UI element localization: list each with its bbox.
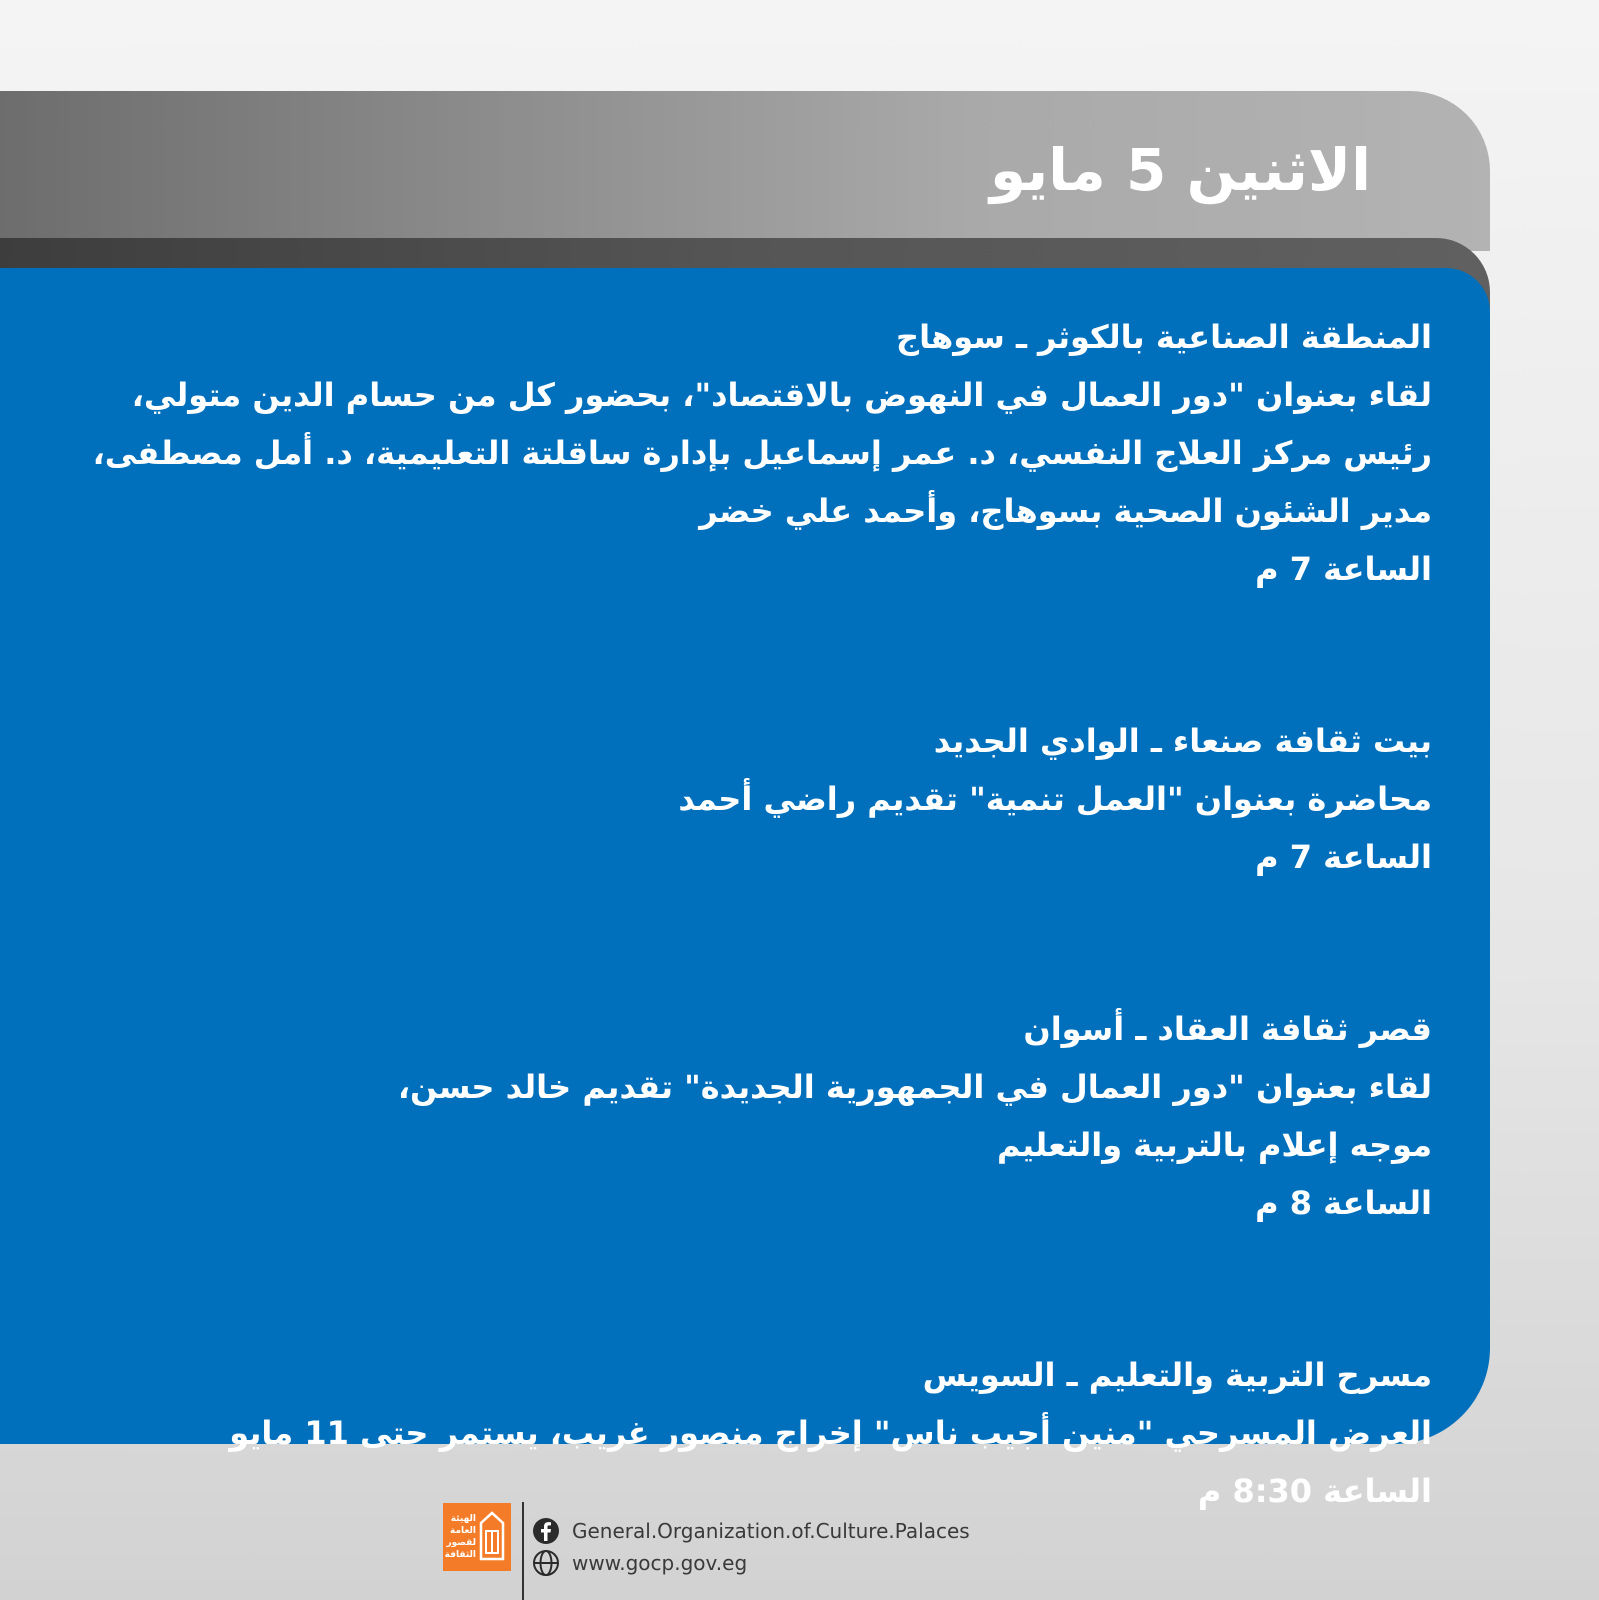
footer-divider bbox=[522, 1502, 524, 1600]
event-2-venue: بيت ثقافة صنعاء ـ الوادي الجديد bbox=[933, 722, 1432, 760]
event-2-time: الساعة 7 م bbox=[1255, 838, 1432, 876]
footer bbox=[440, 1500, 970, 1600]
globe-icon bbox=[532, 1549, 560, 1577]
website-url: www.gocp.gov.eg bbox=[572, 1551, 748, 1575]
event-3-time: الساعة 8 م bbox=[1255, 1184, 1432, 1222]
event-3-venue: قصر ثقافة العقاد ـ أسوان bbox=[1023, 1010, 1432, 1048]
event-4-time: الساعة 8:30 م bbox=[1197, 1472, 1432, 1510]
event-3-line-3: موجه إعلام بالتربية والتعليم bbox=[996, 1126, 1432, 1164]
event-3-line-2: لقاء بعنوان "دور العمال في الجمهورية الجديدة" تقديم خالد حسن، bbox=[397, 1068, 1432, 1106]
website-link[interactable] bbox=[532, 1548, 747, 1578]
event-1-line-3: رئيس مركز العلاج النفسي، د. عمر إسماعيل بإدارة ساقلتة التعليمية، د. أمل مصطفى، bbox=[92, 434, 1432, 472]
logo-text: الهيئة العامة لقصور الثقافة bbox=[444, 1514, 476, 1560]
schedule-content bbox=[92, 308, 1432, 1520]
event-1-line-2: لقاء بعنوان "دور العمال في النهوض بالاقتصاد"، بحضور كل من حسام الدين متولي، bbox=[131, 376, 1432, 414]
facebook-icon bbox=[532, 1517, 560, 1545]
event-1-time: الساعة 7 م bbox=[1255, 550, 1432, 588]
gocp-logo-icon bbox=[443, 1503, 511, 1571]
event-2 bbox=[112, 712, 1432, 886]
page-title: الاثنين 5 مايو bbox=[990, 136, 1371, 204]
facebook-handle: General.Organization.of.Culture.Palaces bbox=[572, 1519, 970, 1543]
logo-mark-icon bbox=[477, 1509, 507, 1565]
event-4-line-2: العرض المسرحي "منين أجيب ناس" إخراج منصور غريب، يستمر حتى 11 مايو bbox=[229, 1414, 1432, 1452]
event-3 bbox=[112, 1000, 1432, 1232]
event-1-venue: المنطقة الصناعية بالكوثر ـ سوهاج bbox=[896, 318, 1432, 356]
event-1-line-4: مدير الشئون الصحية بسوهاج، وأحمد علي خضر bbox=[699, 492, 1432, 530]
event-2-line-2: محاضرة بعنوان "العمل تنمية" تقديم راضي أحمد bbox=[678, 780, 1432, 818]
event-1 bbox=[92, 308, 1432, 598]
event-4-venue: مسرح التربية والتعليم ـ السويس bbox=[922, 1356, 1432, 1394]
event-4 bbox=[112, 1346, 1432, 1520]
facebook-link[interactable] bbox=[532, 1516, 970, 1546]
